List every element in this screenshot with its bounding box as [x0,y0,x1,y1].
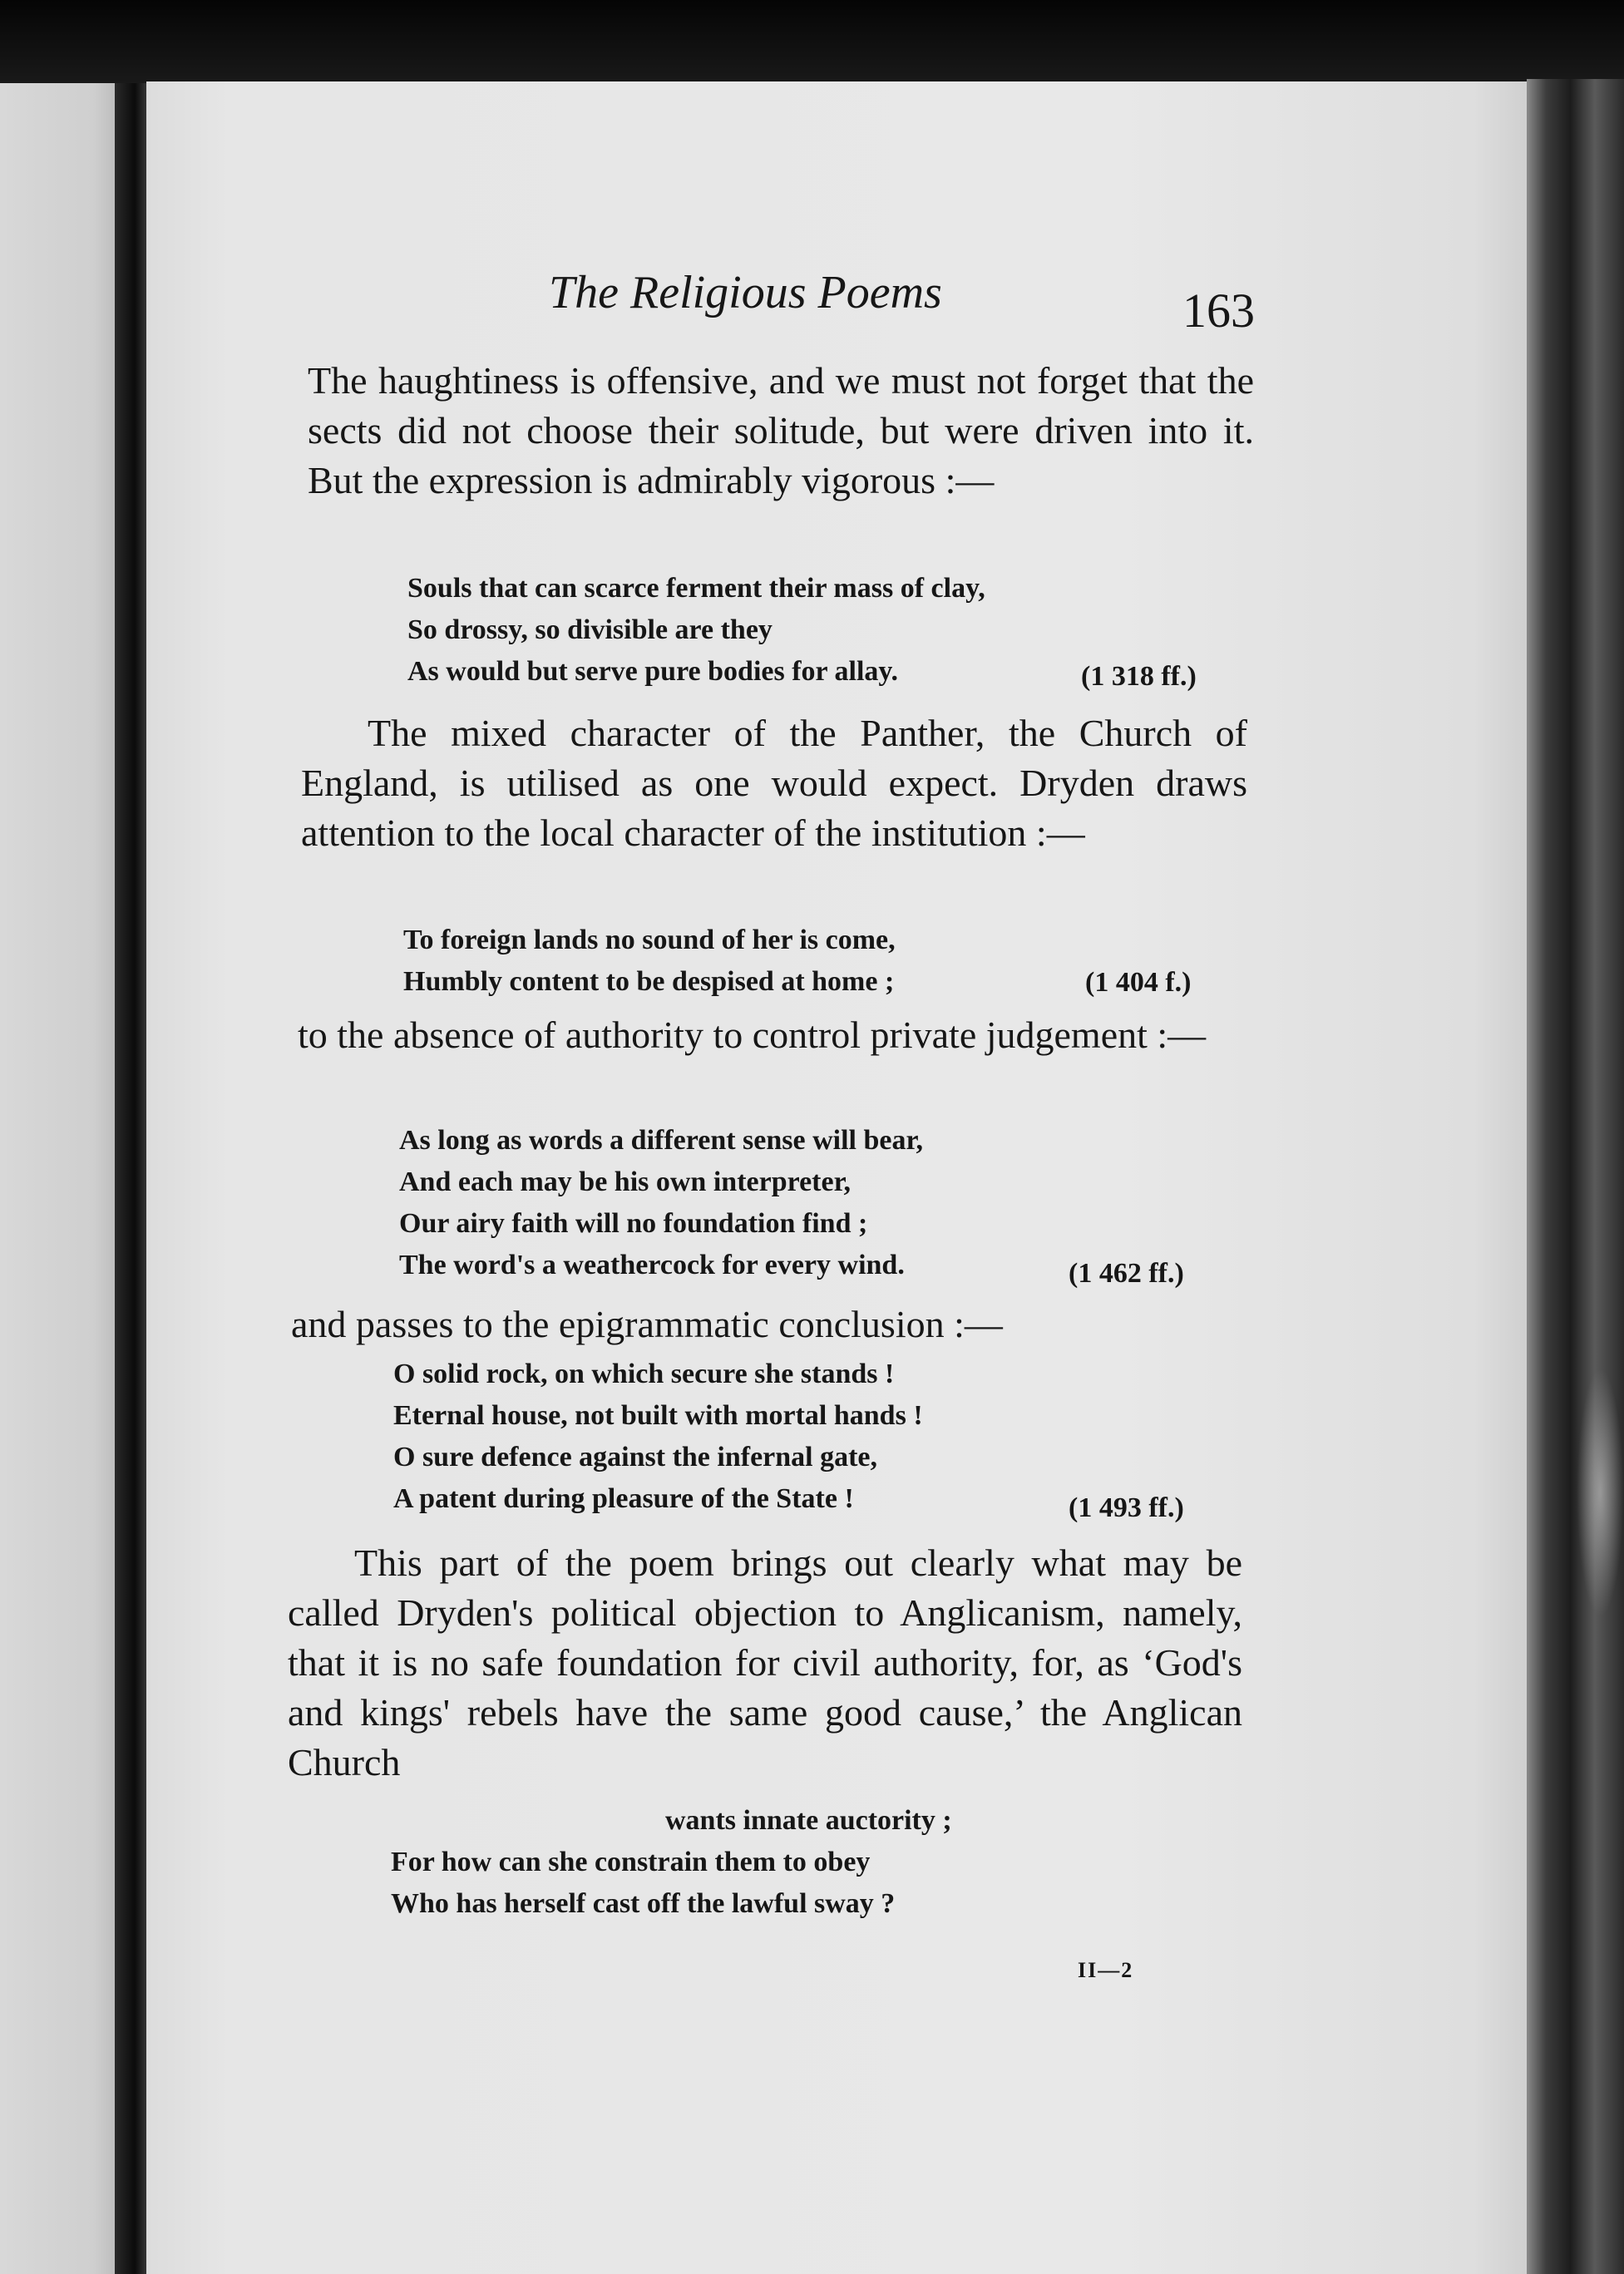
facing-page-edge [0,83,116,2274]
signature-mark: II—2 [1078,1958,1134,1982]
verse-citation: (1 493 ff.) [1069,1492,1184,1523]
verse-quote-words [399,1120,923,1286]
verse-line: Humbly content to be despised at home ; [403,966,895,997]
verse-line: Eternal house, not built with mortal hands ! [393,1400,923,1431]
verse-line: Souls that can scarce ferment their mass of clay, [407,573,985,604]
verse-line: As would but serve pure bodies for allay. [407,656,899,687]
paragraph-haughtiness: The haughtiness is offensive, and we must not forget that the sects did not choose their solitude, but were driven into it. But the expression is admirably vigorous :— [308,359,1254,501]
book-gutter [115,83,148,2274]
verse-line: O solid rock, on which secure she stands ! [393,1359,895,1389]
scan-top-shadow [0,0,1624,87]
verse-line: O sure defence against the infernal gate, [393,1442,878,1472]
verse-line: Our airy faith will no foundation find ; [399,1208,868,1239]
verse-citation: (1 318 ff.) [1081,661,1197,692]
page-number: 163 [1182,284,1255,338]
verse-line: Who has herself cast off the lawful sway ? [391,1888,896,1919]
page-fore-edge [1527,79,1624,2274]
verse-citation: (1 404 f.) [1085,967,1192,998]
verse-quote-auctority-head [665,1800,952,1842]
verse-line: As long as words a different sense will bear, [399,1125,923,1156]
running-head: The Religious Poems [549,267,942,318]
paragraph-authority: to the absence of authority to control private judgement :— [298,1014,1207,1056]
verse-line: wants innate auctority ; [665,1805,952,1836]
verse-quote-foreign-lands [403,920,896,1003]
verse-line: A patent during pleasure of the State ! [393,1483,854,1514]
verse-quote-auctority [391,1842,895,1925]
verse-quote-solid-rock [393,1354,923,1520]
verse-line: And each may be his own interpreter, [399,1167,851,1197]
paragraph-epigrammatic: and passes to the epigrammatic conclusion :— [291,1303,1003,1345]
paragraph-anglicanism: This part of the poem brings out clearly what may be called Dryden's political objection to Anglicanism, namely, that it is no safe foundation for civil authority, for, as ‘God's and kings' rebels have the same good cause,’ the Anglican Church [288,1541,1242,1783]
verse-line: The word's a weathercock for every wind. [399,1250,905,1280]
verse-quote-souls [407,568,985,693]
verse-line: For how can she constrain them to obey [391,1847,871,1877]
verse-citation: (1 462 ff.) [1069,1258,1184,1289]
paragraph-panther: The mixed character of the Panther, the Church of England, is utilised as one would expect. Dryden draws attention to the local character of the institution :— [301,712,1247,854]
verse-line: To foreign lands no sound of her is come, [403,925,896,955]
verse-line: So drossy, so divisible are they [407,614,773,645]
